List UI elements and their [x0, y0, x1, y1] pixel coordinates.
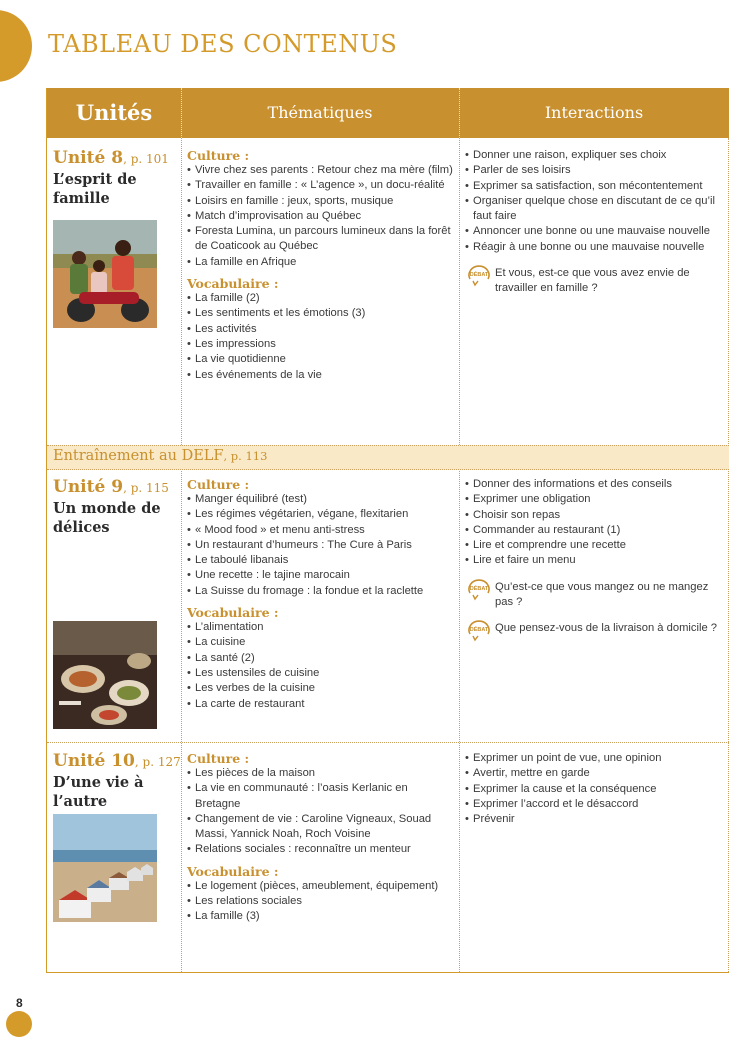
list-item: • Un restaurant d’humeurs : The Cure à Paris	[187, 538, 455, 553]
list-item: • L’alimentation	[187, 620, 455, 635]
list-item: • Match d’improvisation au Québec	[187, 209, 455, 224]
row-divider	[47, 742, 729, 743]
list-item: • Les ustensiles de cuisine	[187, 666, 455, 681]
unit-heading	[53, 477, 179, 537]
list-item: • Les régimes végétarien, végane, flexitarien	[187, 507, 455, 522]
list-item: • La famille (3)	[187, 909, 455, 924]
page-title: TABLEAU DES CONTENUS	[48, 30, 398, 58]
list-item: • La famille en Afrique	[187, 255, 455, 270]
family-photo	[53, 220, 157, 328]
list-item: • Le logement (pièces, ameublement, équipement)	[187, 879, 455, 894]
delf-banner	[47, 445, 729, 470]
list-item: • Choisir son repas	[465, 508, 727, 523]
list-item: • Vivre chez ses parents : Retour chez ma mère (film)	[187, 163, 455, 178]
list-item: • Prévenir	[465, 812, 727, 827]
table-header	[47, 88, 729, 138]
unit-heading	[53, 751, 179, 811]
debat-question: DÉBAT Que pensez-vous de la livraison à domicile ?	[465, 621, 727, 636]
list-item: • Exprimer la cause et la conséquence	[465, 782, 727, 797]
list-item: • Exprimer un point de vue, une opinion	[465, 751, 727, 766]
list-item: • La famille (2)	[187, 291, 455, 306]
col-header-thematiques: Thématiques	[267, 103, 373, 122]
unit-number: Unité 9, p. 115	[53, 477, 169, 497]
culture-heading: Culture :	[187, 477, 250, 492]
list-item: • La cuisine	[187, 635, 455, 650]
list-item: • Les sentiments et les émotions (3)	[187, 306, 455, 321]
thematiques-cell	[187, 751, 455, 925]
culture-list	[187, 163, 455, 270]
list-item: • Manger équilibré (test)	[187, 492, 455, 507]
interactions-cell	[465, 751, 727, 827]
culture-heading: Culture :	[187, 751, 250, 766]
corner-tab-decoration	[0, 10, 32, 82]
list-item: • Loisirs en famille : jeux, sports, musique	[187, 194, 455, 209]
list-item: • Le taboulé libanais	[187, 553, 455, 568]
list-item: • Les verbes de la cuisine	[187, 681, 455, 696]
column-divider	[181, 469, 182, 972]
list-item: • Relations sociales : reconnaître un menteur	[187, 842, 455, 857]
unit-title: L’esprit de famille	[53, 171, 137, 207]
debat-icon	[467, 579, 491, 601]
list-item: • Organiser quelque chose en discutant de ce qu’il faut faire	[465, 194, 727, 225]
list-item: • Changement de vie : Caroline Vigneaux, Souad Massi, Yannick Noah, Roch Voisine	[187, 812, 455, 843]
delf-title: Entraînement au DELF, p. 113	[53, 448, 268, 464]
list-item: • La Suisse du fromage : la fondue et la raclette	[187, 584, 455, 599]
interactions-list	[465, 477, 727, 569]
thematiques-cell	[187, 477, 455, 712]
culture-list	[187, 766, 455, 858]
list-item: • Les relations sociales	[187, 894, 455, 909]
beach-huts-photo	[53, 814, 157, 922]
debat-question: DÉBAT Et vous, est-ce que vous avez envie de travailler en famille ?	[465, 266, 727, 297]
list-item: • Travailler en famille : « L’agence », un docu-réalité	[187, 178, 455, 193]
list-item: • Les événements de la vie	[187, 368, 455, 383]
vocabulaire-heading: Vocabulaire :	[187, 605, 279, 621]
col-header-interactions: Interactions	[544, 103, 644, 122]
list-item: • Une recette : le tajine marocain	[187, 568, 455, 583]
unit-title: D’une vie à l’autre	[53, 774, 144, 810]
culture-heading: Culture :	[187, 148, 250, 163]
list-item: • Exprimer l’accord et le désaccord	[465, 797, 727, 812]
page-number: 8	[16, 996, 23, 1010]
list-item: • La carte de restaurant	[187, 697, 455, 712]
vocabulaire-list	[187, 879, 455, 925]
list-item: • Lire et comprendre une recette	[465, 538, 727, 553]
list-item: • Parler de ses loisirs	[465, 163, 727, 178]
debat-icon	[467, 620, 491, 642]
list-item: • Lire et faire un menu	[465, 553, 727, 568]
list-item: • Les activités	[187, 322, 455, 337]
vocabulaire-list	[187, 291, 455, 383]
thematiques-cell	[187, 148, 455, 383]
corner-tab-decoration	[6, 1011, 32, 1037]
unit-title: Un monde de délices	[53, 500, 161, 536]
unit-heading	[53, 148, 179, 208]
list-item: • Les impressions	[187, 337, 455, 352]
svg-text:DÉBAT: DÉBAT	[469, 585, 489, 592]
interactions-cell	[465, 477, 727, 637]
list-item: • Réagir à une bonne ou une mauvaise nouvelle	[465, 240, 727, 255]
contents-table	[46, 88, 729, 973]
list-item: • Commander au restaurant (1)	[465, 523, 727, 538]
unit-number: Unité 10, p. 127	[53, 751, 181, 771]
vocabulaire-heading: Vocabulaire :	[187, 863, 279, 879]
svg-text:DÉBAT: DÉBAT	[469, 627, 489, 634]
vocabulaire-heading: Vocabulaire :	[187, 276, 279, 292]
list-item: • Les pièces de la maison	[187, 766, 455, 781]
culture-list	[187, 492, 455, 599]
list-item: • Avertir, mettre en garde	[465, 766, 727, 781]
debat-icon	[467, 265, 491, 287]
column-divider	[459, 469, 460, 972]
food-photo	[53, 621, 157, 729]
list-item: • La vie quotidienne	[187, 352, 455, 367]
interactions-list	[465, 148, 727, 255]
list-item: • Donner des informations et des conseils	[465, 477, 727, 492]
list-item: • La santé (2)	[187, 651, 455, 666]
interactions-cell	[465, 148, 727, 297]
debat-question: DÉBAT Qu’est-ce que vous mangez ou ne mangez pas ?	[465, 580, 727, 611]
column-divider	[728, 138, 729, 972]
list-item: • Exprimer sa satisfaction, son mécontentement	[465, 179, 727, 194]
list-item: • « Mood food » et menu anti-stress	[187, 523, 455, 538]
unit-number: Unité 8, p. 101	[53, 148, 169, 168]
column-divider	[181, 138, 182, 445]
column-divider	[459, 138, 460, 445]
list-item: • Foresta Lumina, un parcours lumineux dans la forêt de Coaticook au Québec	[187, 224, 455, 255]
vocabulaire-list	[187, 620, 455, 712]
svg-text:DÉBAT: DÉBAT	[469, 272, 489, 279]
list-item: • Exprimer une obligation	[465, 492, 727, 507]
col-header-unites: Unités	[75, 100, 153, 125]
interactions-list	[465, 751, 727, 827]
list-item: • Annoncer une bonne ou une mauvaise nouvelle	[465, 224, 727, 239]
list-item: • Donner une raison, expliquer ses choix	[465, 148, 727, 163]
list-item: • La vie en communauté : l’oasis Kerlanic en Bretagne	[187, 781, 455, 812]
